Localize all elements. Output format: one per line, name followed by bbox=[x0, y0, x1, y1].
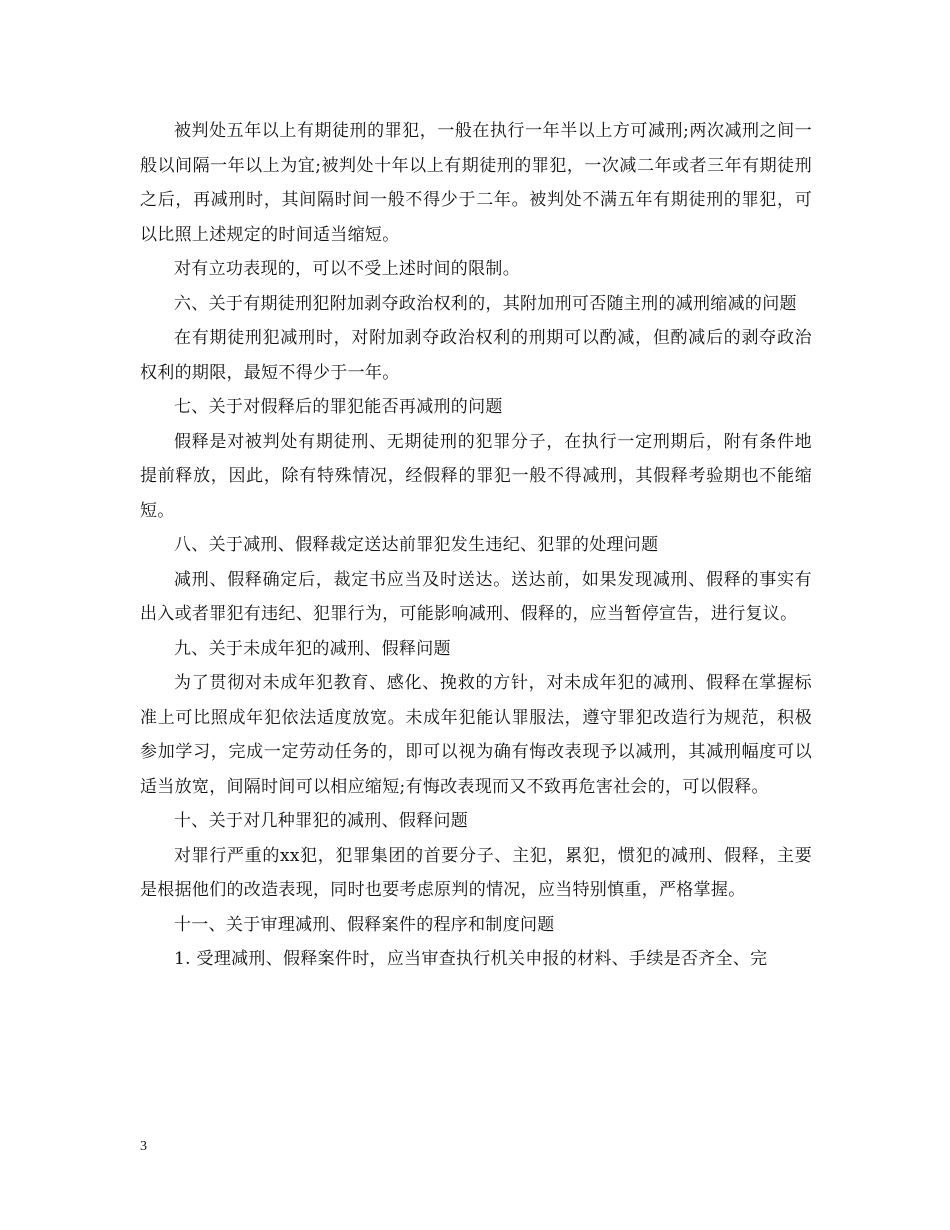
paragraph-8: 1. 受理减刑、假释案件时，应当审查执行机关申报的材料、手续是否齐全、完 bbox=[174, 949, 768, 969]
paragraph-7: 对罪行严重的xx犯，犯罪集团的首要分子、主犯，累犯，惯犯的减刑、假释，主要是根据他们的改造表现，同时也要考虑原判的情况，应当特别慎重，严格掌握。 bbox=[140, 845, 812, 900]
document-body bbox=[140, 114, 812, 977]
paragraph-2: 对有立功表现的，可以不受上述时间的限制。 bbox=[174, 259, 520, 279]
paragraph-4: 假释是对被判处有期徒刑、无期徒刑的犯罪分子，在执行一定刑期后，附有条件地提前释放，因此，除有特殊情况，经假释的罪犯一般不得减刑，其假释考验期也不能缩短。 bbox=[140, 431, 812, 521]
paragraph-1: 被判处五年以上有期徒刑的罪犯，一般在执行一年半以上方可减刑;两次减刑之间一般以间隔一年以上为宜;被判处十年以上有期徒刑的罪犯，一次减二年或者三年有期徒刑之后，再减刑时，其间隔时间一般不得少于二年。被判处不满五年有期徒刑的罪犯，可以比照上述规定的时间适当缩短。 bbox=[140, 121, 812, 245]
section-heading-6: 六、关于有期徒刑犯附加剥夺政治权利的，其附加刑可否随主刑的减刑缩减的问题 bbox=[174, 293, 797, 314]
paragraph-3: 在有期徒刑犯减刑时，对附加剥夺政治权利的刑期可以酌减，但酌减后的剥夺政治权利的期限，最短不得少于一年。 bbox=[140, 328, 812, 383]
paragraph-5: 减刑、假释确定后，裁定书应当及时送达。送达前，如果发现减刑、假释的事实有出入或者罪犯有违纪、犯罪行为，可能影响减刑、假释的，应当暂停宣告，进行复议。 bbox=[140, 569, 812, 624]
paragraph-6: 为了贯彻对未成年犯教育、感化、挽救的方针，对未成年犯的减刑、假释在掌握标准上可比照成年犯依法适度放宽。未成年犯能认罪服法，遵守罪犯改造行为规范，积极参加学习，完成一定劳动任务的，即可以视为确有悔改表现予以减刑，其减刑幅度可以适当放宽，间隔时间可以相应缩短;有悔改表现而又不致再危害社会的，可以假释。 bbox=[140, 673, 812, 797]
section-heading-9: 九、关于未成年犯的减刑、假释问题 bbox=[174, 638, 451, 659]
section-heading-11: 十一、关于审理减刑、假释案件的程序和制度问题 bbox=[174, 914, 555, 935]
section-heading-7: 七、关于对假释后的罪犯能否再减刑的问题 bbox=[174, 397, 503, 417]
section-heading-8: 八、关于减刑、假释裁定送达前罪犯发生违纪、犯罪的处理问题 bbox=[174, 535, 659, 555]
page-number: 3 bbox=[140, 1139, 147, 1154]
section-heading-10: 十、关于对几种罪犯的减刑、假释问题 bbox=[174, 811, 469, 831]
